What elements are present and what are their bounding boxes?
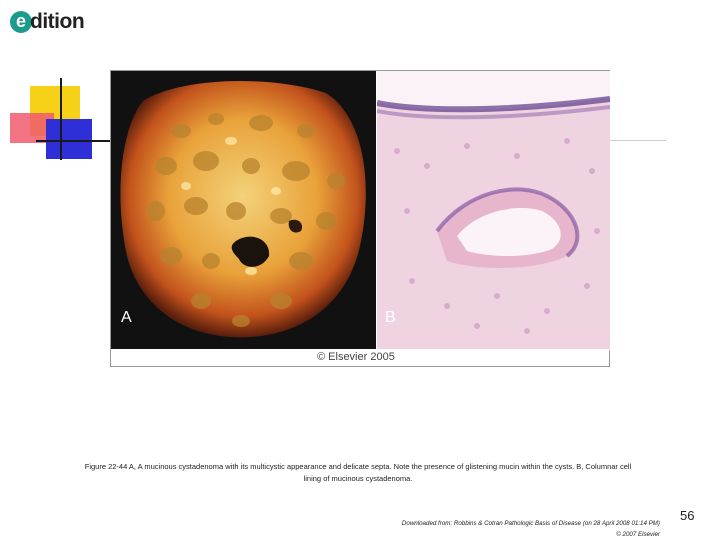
figure-caption — [58, 461, 658, 485]
panel-b-histology — [377, 71, 610, 351]
histology-image — [377, 71, 610, 351]
pathology-figure — [110, 70, 610, 367]
caption-line-1: Figure 22-44 A, A mucinous cystadenoma with its multicystic appearance and delicate septa. Note the presence of glistening mucin within the cysts. B, Columnar cell — [84, 462, 632, 471]
panel-a-label: A — [121, 309, 132, 326]
source-line-1: Downloaded from: Robbins & Cotran Pathologic Basis of Disease (on 28 April 2008 01:14 PM) — [401, 520, 660, 527]
logo-e-badge: e — [10, 11, 32, 33]
panel-b-label: B — [385, 309, 396, 326]
decor-blue-square — [46, 119, 92, 159]
decor-horizontal-accent — [36, 140, 116, 142]
page-number: 56 — [680, 508, 695, 523]
caption-line-2: lining of mucinous cystadenoma. — [303, 474, 413, 483]
panel-a-gross-specimen — [111, 71, 376, 351]
edition-logo — [10, 8, 84, 36]
gross-specimen-image — [111, 71, 376, 351]
figure-copyright: © Elsevier 2005 — [111, 349, 609, 366]
logo-text: dition — [30, 10, 85, 33]
decor-vertical-line — [60, 78, 62, 160]
source-line-2: © 2007 Elsevier — [616, 531, 660, 538]
source-attribution — [300, 518, 660, 540]
